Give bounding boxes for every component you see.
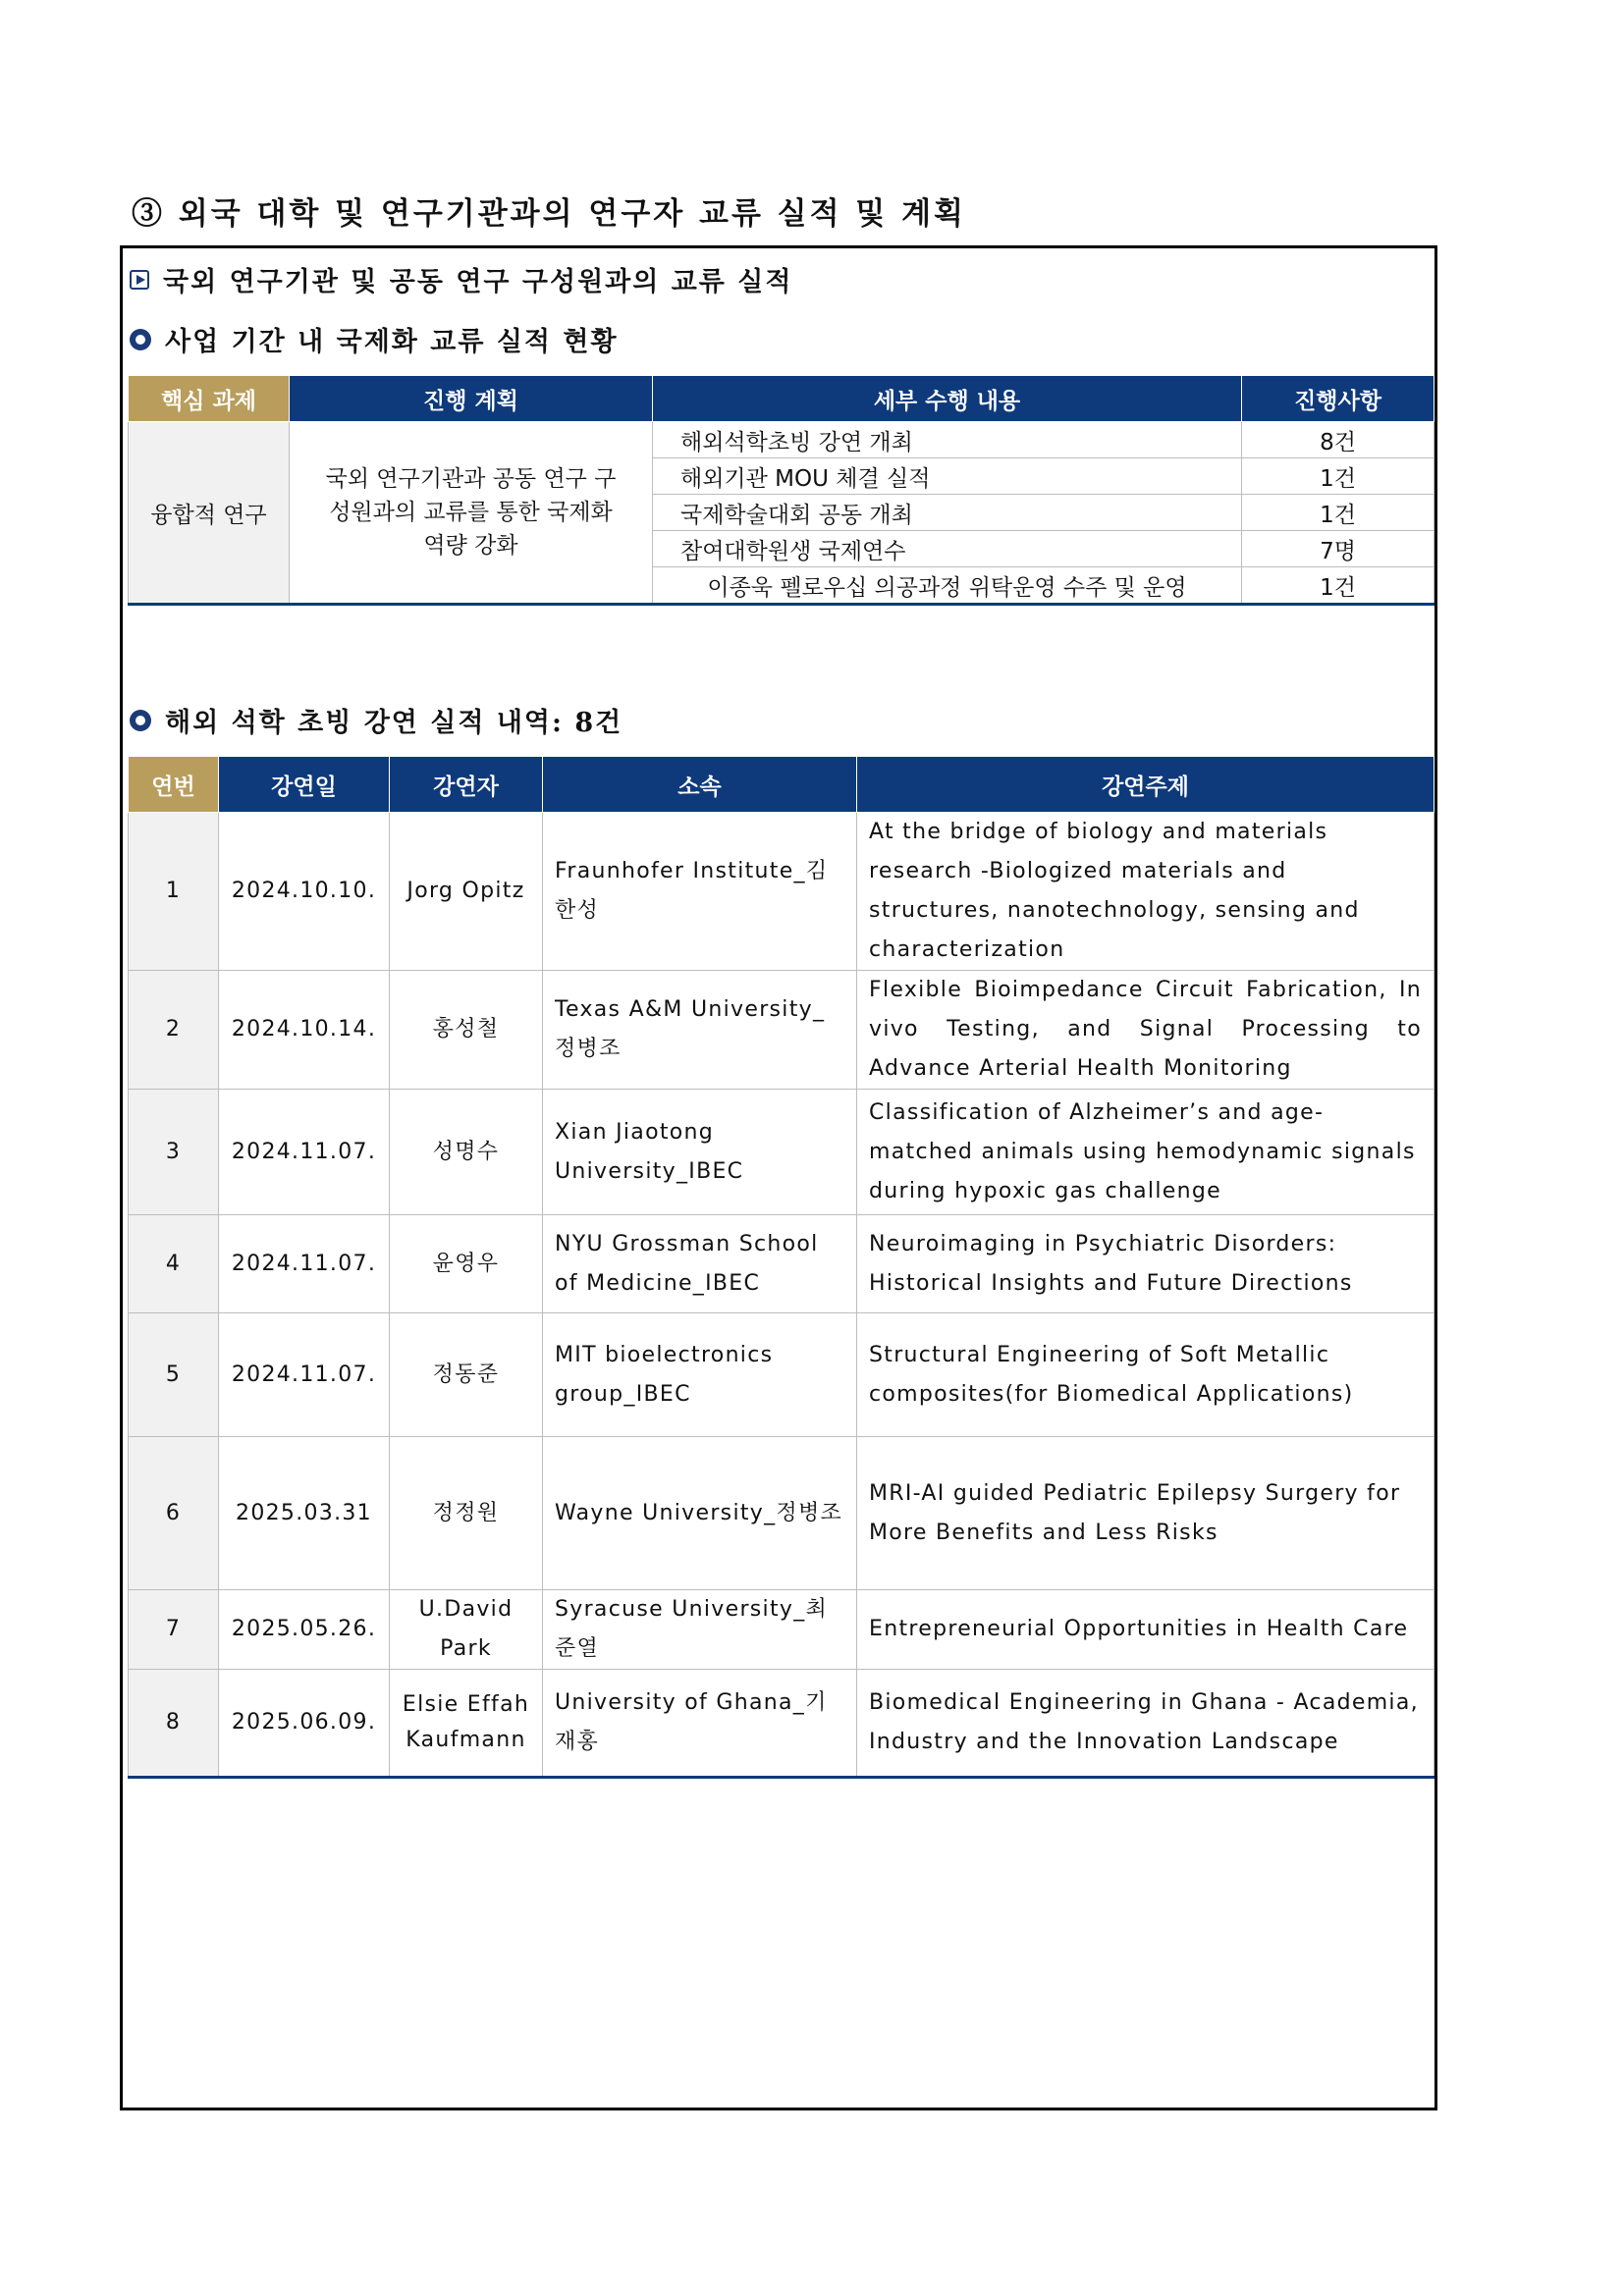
summary-heading <box>130 320 619 358</box>
lecture-speaker: 홍성철 <box>390 971 543 1090</box>
detail-cell: 국제학술대회 공동 개최 <box>653 495 1242 531</box>
lecture-affiliation: University of Ghana_기재홍 <box>543 1670 857 1778</box>
lecture-date: 2024.11.07. <box>219 1313 390 1437</box>
lecture-affiliation: Wayne University_정병조 <box>543 1437 857 1590</box>
lecture-date: 2024.10.10. <box>219 813 390 971</box>
lecture-date: 2025.03.31 <box>219 1437 390 1590</box>
table-row <box>129 1215 1435 1313</box>
summary-header-row <box>129 376 1435 422</box>
lecture-topic: Neuroimaging in Psychiatric Disorders: Historical Insights and Future Directions <box>857 1215 1435 1313</box>
col-header-topic: 강연주제 <box>857 757 1435 813</box>
table-row <box>129 1590 1435 1670</box>
table-row <box>129 1437 1435 1590</box>
summary-heading-text: 사업 기간 내 국제화 교류 실적 현황 <box>165 327 619 357</box>
row-number: 4 <box>129 1215 219 1313</box>
col-header-status: 진행사항 <box>1242 376 1435 422</box>
lecture-date: 2024.11.07. <box>219 1090 390 1215</box>
row-number: 1 <box>129 813 219 971</box>
lecture-speaker: Elsie Effah Kaufmann <box>390 1670 543 1778</box>
col-header-date: 강연일 <box>219 757 390 813</box>
lecture-topic: MRI-AI guided Pediatric Epilepsy Surgery for More Benefits and Less Risks <box>857 1437 1435 1590</box>
summary-table <box>128 375 1435 606</box>
col-header-detail: 세부 수행 내용 <box>653 376 1242 422</box>
lecture-date: 2024.10.14. <box>219 971 390 1090</box>
detail-cell: 해외석학초빙 강연 개최 <box>653 422 1242 458</box>
status-cell: 1건 <box>1242 458 1435 495</box>
row-number: 5 <box>129 1313 219 1437</box>
lecture-date: 2025.06.09. <box>219 1670 390 1778</box>
plan-cell: 국외 연구기관과 공동 연구 구성원과의 교류를 통한 국제화 역량 강화 <box>290 422 653 605</box>
lecture-affiliation: Syracuse University_최준열 <box>543 1590 857 1670</box>
table-row <box>129 971 1435 1090</box>
lecture-speaker: Jorg Opitz <box>390 813 543 971</box>
arrow-box-icon <box>130 270 149 290</box>
lecture-topic: Structural Engineering of Soft Metallic composites(for Biomedical Applications) <box>857 1313 1435 1437</box>
lecture-affiliation: Xian Jiaotong University_IBEC <box>543 1090 857 1215</box>
lecture-affiliation: NYU Grossman School of Medicine_IBEC <box>543 1215 857 1313</box>
table-row <box>129 1313 1435 1437</box>
table-row <box>129 422 1435 458</box>
lecture-affiliation: Texas A&M University_정병조 <box>543 971 857 1090</box>
detail-cell: 이종욱 펠로우십 의공과정 위탁운영 수주 및 운영 <box>653 567 1242 605</box>
lectures-table <box>128 756 1435 1779</box>
lectures-header-row <box>129 757 1435 813</box>
lecture-speaker: 윤영우 <box>390 1215 543 1313</box>
row-number: 8 <box>129 1670 219 1778</box>
status-cell: 7명 <box>1242 531 1435 567</box>
detail-cell: 참여대학원생 국제연수 <box>653 531 1242 567</box>
lecture-topic: Classification of Alzheimer’s and age-matched animals using hemodynamic signals during hypoxic gas challenge <box>857 1090 1435 1215</box>
status-cell: 8건 <box>1242 422 1435 458</box>
lecture-affiliation: Fraunhofer Institute_김한성 <box>543 813 857 971</box>
col-header-no: 연번 <box>129 757 219 813</box>
col-header-affiliation: 소속 <box>543 757 857 813</box>
lecture-speaker: 성명수 <box>390 1090 543 1215</box>
status-cell: 1건 <box>1242 567 1435 605</box>
detail-cell: 해외기관 MOU 체결 실적 <box>653 458 1242 495</box>
table-row <box>129 1090 1435 1215</box>
lecture-topic: Flexible Bioimpedance Circuit Fabrication, In vivo Testing, and Signal Processing to Advance Arterial Health Monitoring <box>857 971 1435 1090</box>
col-header-speaker: 강연자 <box>390 757 543 813</box>
row-number: 3 <box>129 1090 219 1215</box>
lecture-topic: At the bridge of biology and materials research -Biologized materials and structures, nanotechnology, sensing and characterization <box>857 813 1435 971</box>
row-number: 2 <box>129 971 219 1090</box>
col-header-task: 핵심 과제 <box>129 376 290 422</box>
table-row <box>129 1670 1435 1778</box>
lecture-date: 2024.11.07. <box>219 1215 390 1313</box>
lectures-heading <box>130 701 623 739</box>
table-row <box>129 813 1435 971</box>
page-title: ③ 외국 대학 및 연구기관과의 연구자 교류 실적 및 계획 <box>132 196 966 232</box>
lectures-heading-text: 해외 석학 초빙 강연 실적 내역: 8건 <box>165 708 623 738</box>
lecture-date: 2025.05.26. <box>219 1590 390 1670</box>
lecture-speaker: U.David Park <box>390 1590 543 1670</box>
lecture-topic: Entrepreneurial Opportunities in Health Care <box>857 1590 1435 1670</box>
lecture-affiliation: MIT bioelectronics group_IBEC <box>543 1313 857 1437</box>
circle-bullet-icon <box>130 710 151 731</box>
section-heading <box>130 260 792 298</box>
circle-bullet-icon <box>130 329 151 350</box>
section-heading-text: 국외 연구기관 및 공동 연구 구성원과의 교류 실적 <box>163 267 793 297</box>
row-number: 6 <box>129 1437 219 1590</box>
lecture-speaker: 정정원 <box>390 1437 543 1590</box>
task-cell: 융합적 연구 <box>129 422 290 605</box>
row-number: 7 <box>129 1590 219 1670</box>
lecture-topic: Biomedical Engineering in Ghana - Academia, Industry and the Innovation Landscape <box>857 1670 1435 1778</box>
col-header-plan: 진행 계획 <box>290 376 653 422</box>
status-cell: 1건 <box>1242 495 1435 531</box>
lecture-speaker: 정동준 <box>390 1313 543 1437</box>
